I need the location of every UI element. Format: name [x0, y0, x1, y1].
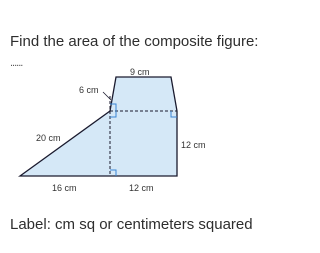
question-text: Find the area of the composite figure: [10, 33, 259, 50]
dotted-separator: ...... [10, 57, 23, 69]
label-right-side: 12 cm [181, 140, 206, 150]
label-slant-top: 6 cm [79, 85, 99, 95]
answer-label: Label: cm sq or centimeters squared [10, 216, 253, 233]
label-hypotenuse: 20 cm [36, 133, 61, 143]
label-bottom-left: 16 cm [52, 183, 77, 193]
label-top: 9 cm [130, 67, 150, 77]
label-bottom-right: 12 cm [129, 183, 154, 193]
